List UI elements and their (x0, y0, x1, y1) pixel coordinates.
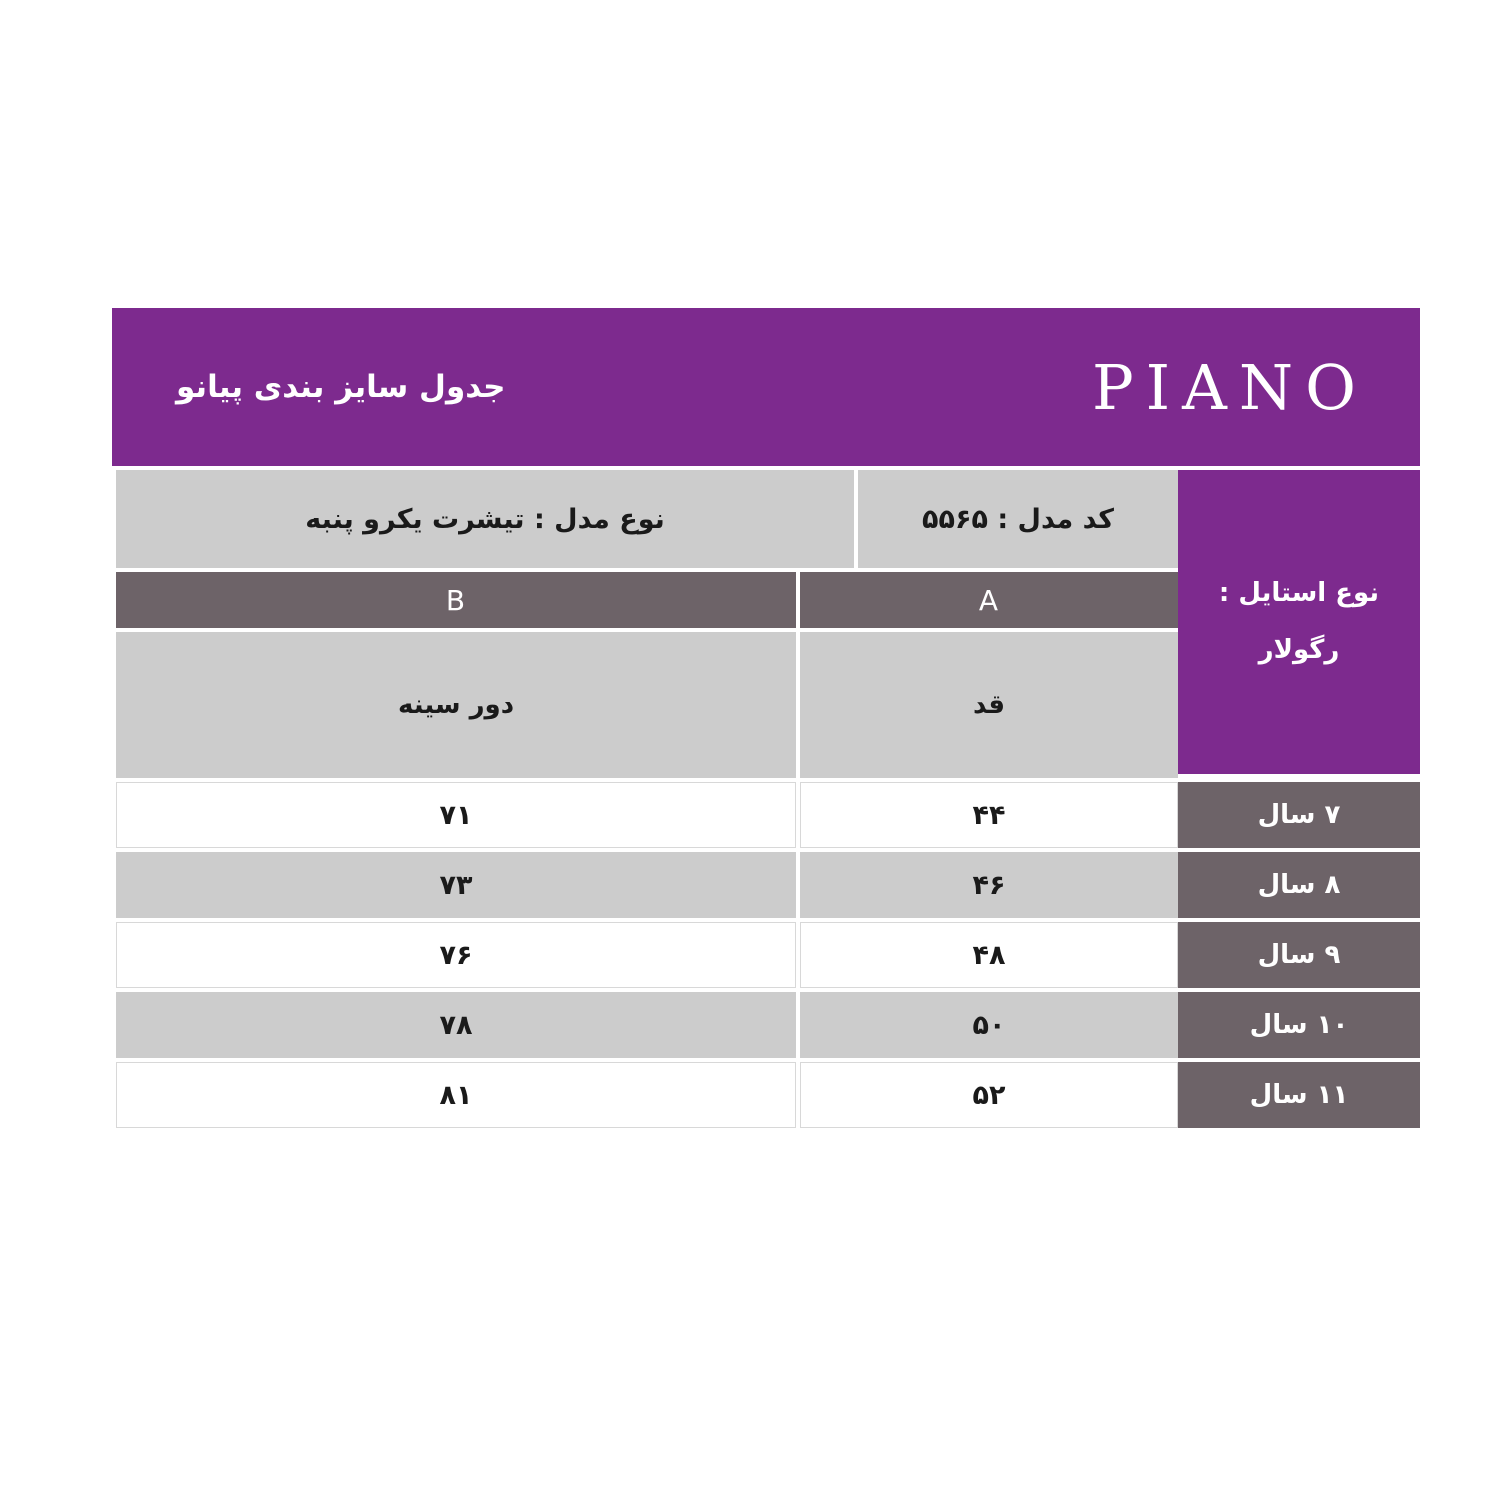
table-row (112, 1062, 1420, 1128)
row-value-a: ۵۲ (800, 1062, 1178, 1128)
row-value-a: ۴۶ (800, 852, 1178, 918)
table-row (112, 992, 1420, 1058)
chart-header (112, 308, 1420, 466)
row-value-b: ۷۶ (116, 922, 796, 988)
row-age: ۷ سال (1178, 782, 1420, 848)
style-label: نوع استایل : (1218, 577, 1380, 608)
size-chart (112, 308, 1420, 1128)
column-label-a: قد (800, 632, 1178, 778)
row-value-a: ۵۰ (800, 992, 1178, 1058)
style-cell (1178, 470, 1420, 774)
column-letter-a: A (800, 572, 1178, 628)
row-age: ۸ سال (1178, 852, 1420, 918)
table-row (112, 852, 1420, 918)
row-value-b: ۷۱ (116, 782, 796, 848)
row-age: ۹ سال (1178, 922, 1420, 988)
row-value-b: ۸۱ (116, 1062, 796, 1128)
size-table-body (112, 782, 1420, 1128)
row-value-a: ۴۸ (800, 922, 1178, 988)
model-code-cell: کد مدل : ۵۵۶۵ (858, 470, 1178, 568)
style-value: رگولار (1258, 635, 1340, 665)
row-age: ۱۱ سال (1178, 1062, 1420, 1128)
row-value-b: ۷۳ (116, 852, 796, 918)
page-title: جدول سایز بندی پیانو (176, 369, 506, 405)
brand-logo: PIANO (1091, 350, 1368, 424)
info-row (112, 470, 1420, 778)
row-value-a: ۴۴ (800, 782, 1178, 848)
table-row (112, 922, 1420, 988)
row-age: ۱۰ سال (1178, 992, 1420, 1058)
column-label-b: دور سینه (116, 632, 796, 778)
row-value-b: ۷۸ (116, 992, 796, 1058)
column-letter-b: B (116, 572, 796, 628)
table-row (112, 782, 1420, 848)
model-type-cell: نوع مدل : تیشرت یکرو پنبه (116, 470, 854, 568)
